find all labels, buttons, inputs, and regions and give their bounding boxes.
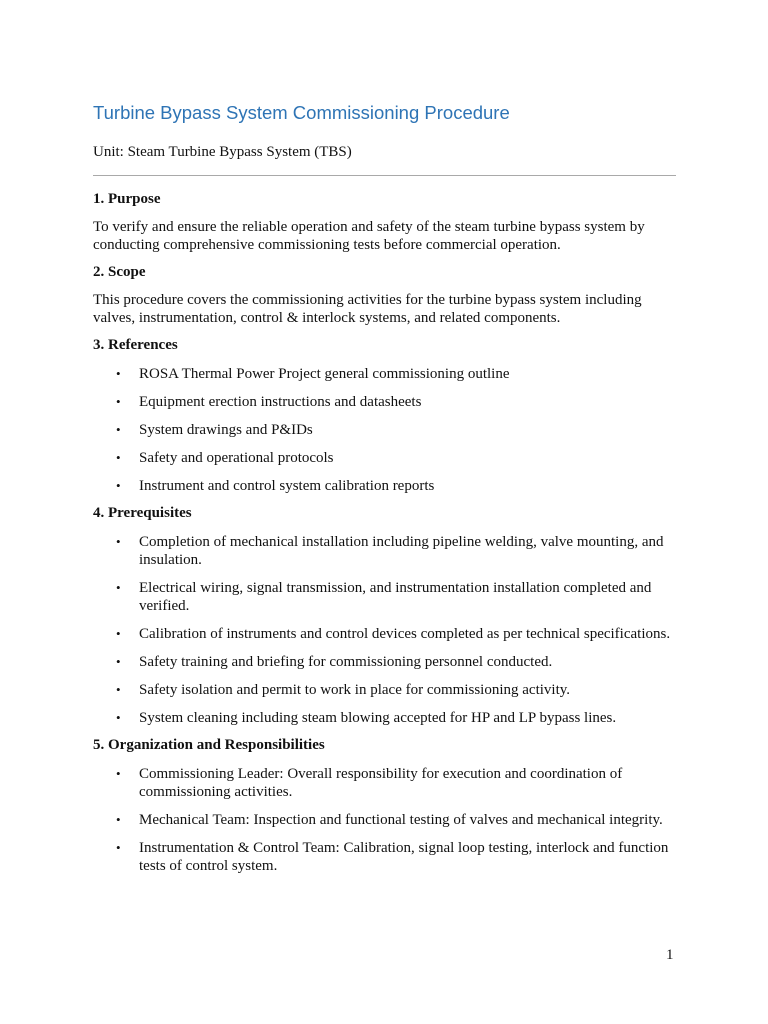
list-item: • Instrumentation & Control Team: Calibration, signal loop testing, interlock and function tests of control system. <box>116 840 669 874</box>
section-heading-purpose: 1. Purpose <box>93 191 161 207</box>
scope-paragraph: This procedure covers the commissioning activities for the turbine bypass system including valves, instrumentation, control & interlock systems, and related components. <box>93 292 642 326</box>
bullet-icon: • <box>116 422 121 437</box>
section-heading-references: 3. References <box>93 337 178 353</box>
bullet-icon: • <box>116 710 121 725</box>
list-item: • ROSA Thermal Power Project general commissioning outline <box>116 366 510 382</box>
horizontal-rule <box>93 175 676 176</box>
bullet-icon: • <box>116 766 121 781</box>
bullet-icon: • <box>116 840 121 855</box>
page-number: 1 <box>666 947 674 963</box>
section-heading-organization: 5. Organization and Responsibilities <box>93 737 325 753</box>
bullet-icon: • <box>116 478 121 493</box>
list-item: • System cleaning including steam blowing accepted for HP and LP bypass lines. <box>116 710 617 726</box>
list-item: • Instrument and control system calibration reports <box>116 478 435 494</box>
list-item: • Electrical wiring, signal transmission, and instrumentation installation completed and verified. <box>116 580 652 614</box>
section-heading-prerequisites: 4. Prerequisites <box>93 505 192 521</box>
bullet-icon: • <box>116 394 121 409</box>
list-item: • Safety and operational protocols <box>116 450 334 466</box>
list-item: • Safety training and briefing for commissioning personnel conducted. <box>116 654 553 670</box>
bullet-icon: • <box>116 366 121 381</box>
list-item: • Calibration of instruments and control devices completed as per technical specifications. <box>116 626 671 642</box>
list-item: • Equipment erection instructions and datasheets <box>116 394 422 410</box>
bullet-icon: • <box>116 682 121 697</box>
prerequisites-list <box>93 533 676 727</box>
bullet-icon: • <box>116 654 121 669</box>
unit-line: Unit: Steam Turbine Bypass System (TBS) <box>93 144 352 160</box>
list-item: • Completion of mechanical installation including pipeline welding, valve mounting, and insulation. <box>116 534 664 568</box>
list-item: • Safety isolation and permit to work in place for commissioning activity. <box>116 682 571 698</box>
list-item: • Commissioning Leader: Overall responsibility for execution and coordination of commissioning activities. <box>116 766 623 800</box>
list-item: • System drawings and P&IDs <box>116 422 313 438</box>
bullet-icon: • <box>116 626 121 641</box>
references-list <box>93 365 676 495</box>
list-item: • Mechanical Team: Inspection and functional testing of valves and mechanical integrity. <box>116 812 663 828</box>
bullet-icon: • <box>116 580 121 595</box>
bullet-icon: • <box>116 534 121 549</box>
document-title: Turbine Bypass System Commissioning Procedure <box>93 102 510 123</box>
document-page <box>93 100 676 875</box>
bullet-icon: • <box>116 450 121 465</box>
bullet-icon: • <box>116 812 121 827</box>
responsibilities-list <box>93 765 676 875</box>
purpose-paragraph: To verify and ensure the reliable operation and safety of the steam turbine bypass system by conducting comprehensive commissioning tests before commercial operation. <box>93 219 645 253</box>
section-heading-scope: 2. Scope <box>93 264 146 280</box>
